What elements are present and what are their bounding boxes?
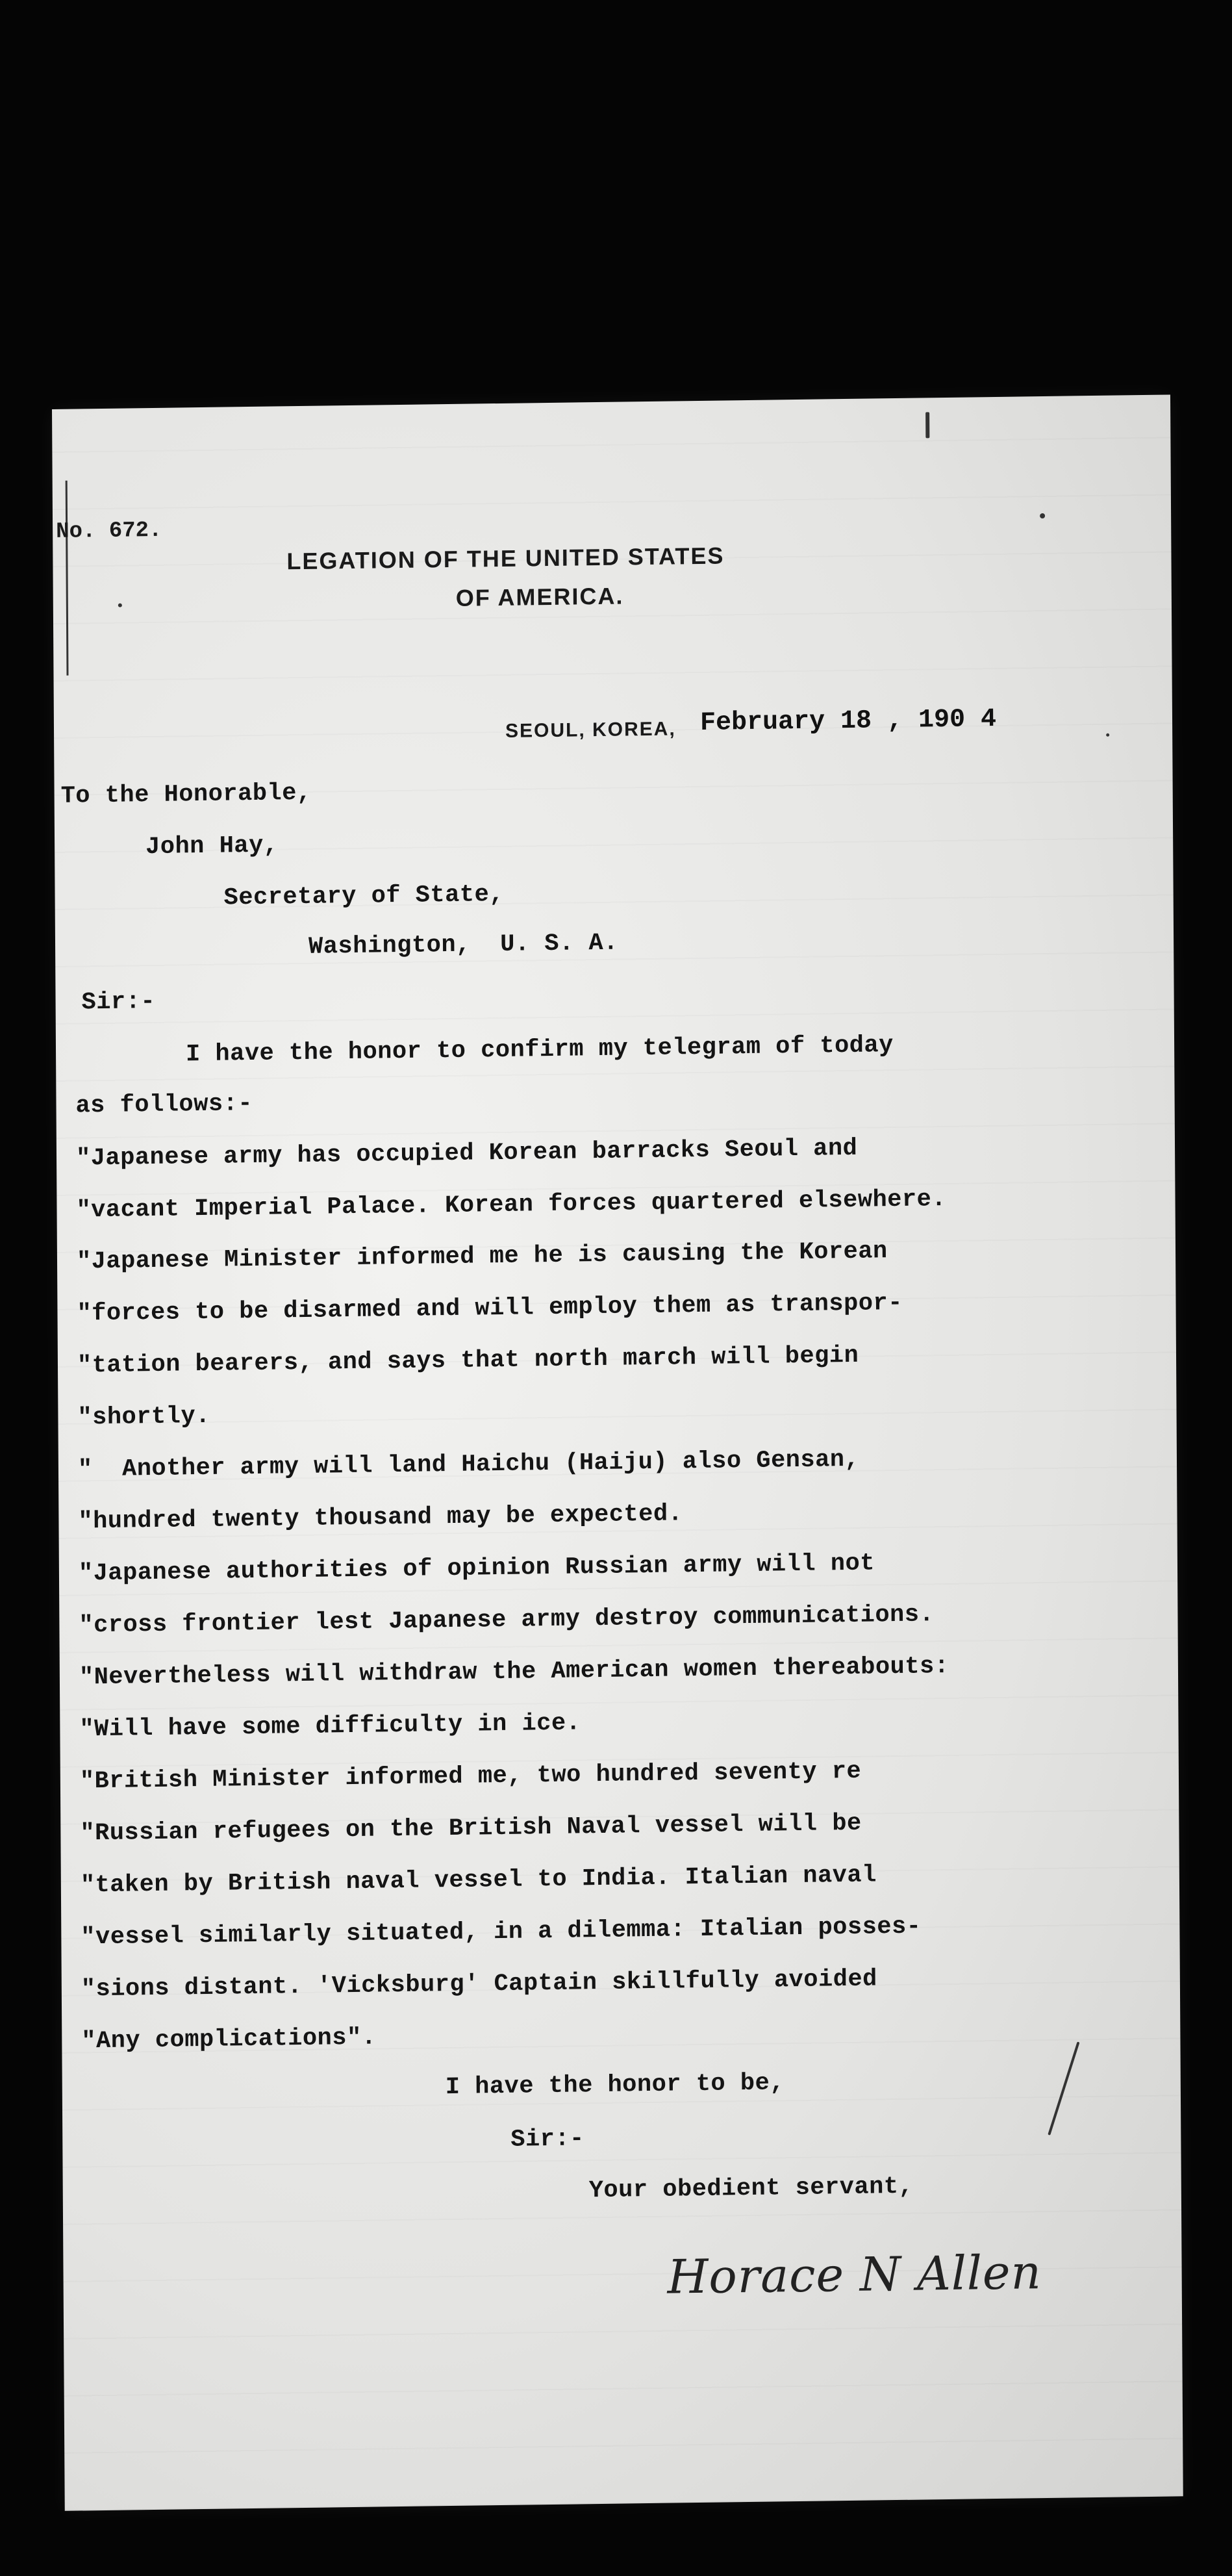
telegram-line: "Russian refugees on the British Naval vessel will be [80,1809,862,1848]
telegram-line: "Japanese army has occupied Korean barracks Seoul and [75,1134,858,1173]
address-name: John Hay, [145,832,279,861]
margin-rule [66,481,69,676]
letterhead-line-2: OF AMERICA. [455,582,624,611]
greeting: Sir:- [81,988,156,1017]
telegram-line: "Japanese authorities of opinion Russian army will not [78,1549,875,1588]
telegram-line: "hundred twenty thousand may be expected. [78,1500,683,1536]
address-location: Washington, U. S. A. [308,929,618,961]
telegram-line: "vacant Imperial Palace. Korean forces quartered elsewhere. [76,1185,947,1225]
closing-line-1: I have the honor to be, [445,2069,785,2102]
telegram-line: "taken by British naval vessel to India. Italian naval [80,1861,877,1900]
telegram-line: "Nevertheless will withdraw the American women thereabouts: [79,1652,949,1692]
intro-line: as follows:- [75,1090,253,1120]
telegram-line: "sions distant. 'Vicksburg' Captain skillfully avoided [81,1965,877,2004]
film-artifact [1040,513,1045,518]
date-line: February 18 , 190 4 [699,704,997,738]
telegram-line: "forces to be disarmed and will employ them as transpor- [77,1289,903,1328]
handwritten-signature: Horace N Allen [667,2245,1042,2304]
place-line: SEOUL, KOREA, [505,718,676,742]
letter-page [52,394,1183,2510]
telegram-line: "Will have some difficulty in ice. [79,1709,581,1744]
film-artifact [1048,2041,1079,2135]
telegram-line: "British Minister informed me, two hundred seventy re [79,1757,862,1796]
telegram-line: "tation bearers, and says that north march will begin [77,1342,859,1380]
film-artifact [1106,733,1109,737]
address-title: Secretary of State, [223,880,505,912]
closing-line-2: Sir:- [510,2125,585,2154]
telegram-line: "Any complications". [81,2024,377,2056]
telegram-line: "cross frontier lest Japanese army destroy communications. [79,1601,935,1640]
letterhead-line-1: LEGATION OF THE UNITED STATES [286,542,725,575]
document-number: No. 672. [56,518,162,544]
address-to: To the Honorable, [60,779,312,810]
telegram-line: " Another army will land Haichu (Haiju) also Gensan, [77,1446,860,1484]
film-artifact [925,412,929,438]
telegram-line: "vessel similarly situated, in a dilemma: Italian posses- [81,1913,922,1952]
intro-line: I have the honor to confirm my telegram of today [185,1032,894,1069]
film-artifact [118,604,122,607]
closing-line-3: Your obedient servant, [588,2173,914,2205]
telegram-line: "Japanese Minister informed me he is causing the Korean [76,1238,888,1276]
telegram-line: "shortly. [77,1402,210,1432]
